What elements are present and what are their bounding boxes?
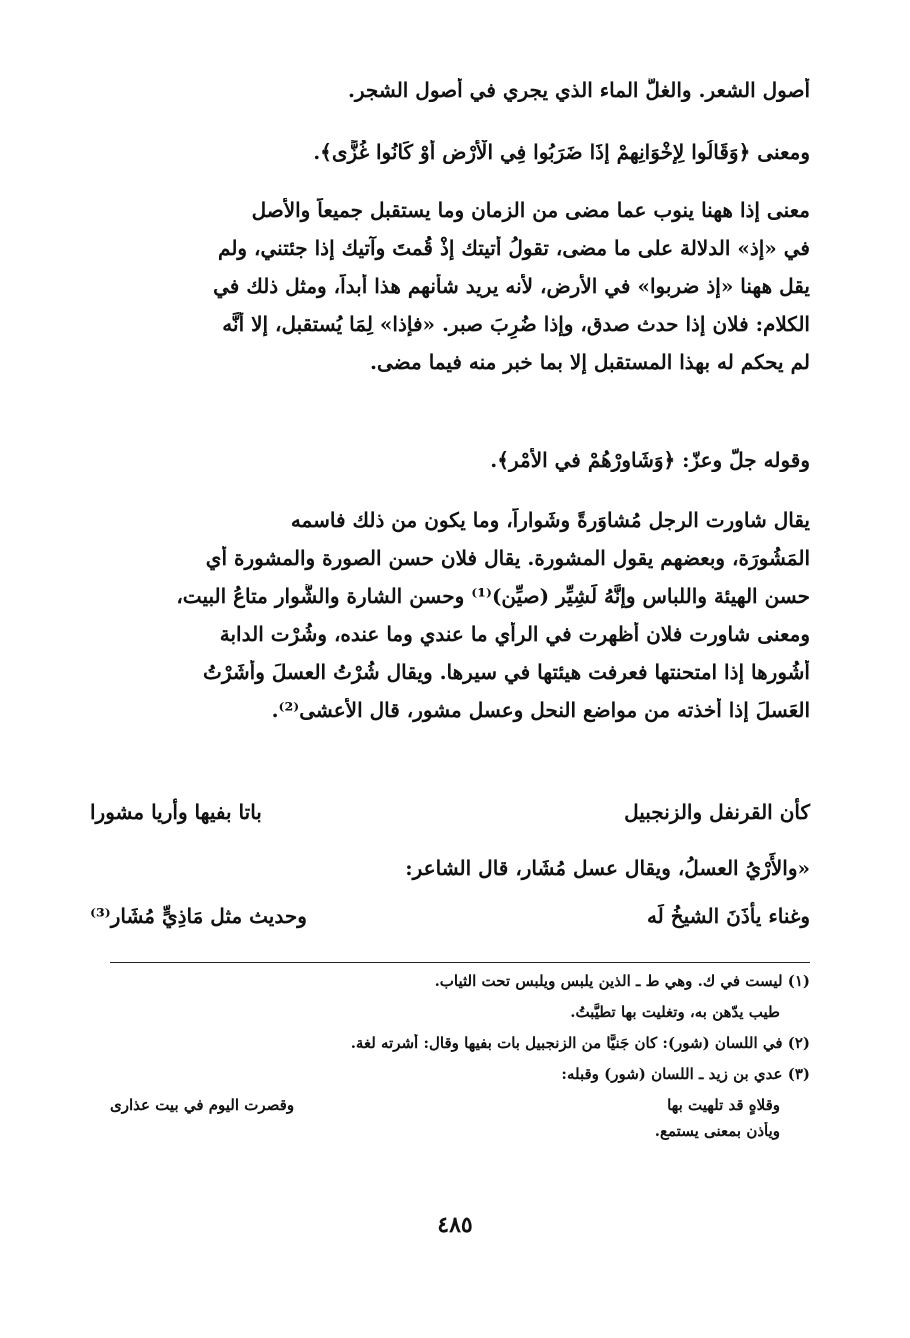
- poetry-verse-1: [90, 800, 810, 824]
- paragraph-3: [90, 198, 810, 388]
- text-line: أُصول الشعر. والغلُّ الماء الذي يجري في أُصول الشجر.: [347, 78, 810, 102]
- text-line: أشُورها إذا امتحنتها فعرفت هيئتها في سيرها. ويقال شُرْتُ العسلَ وأَشَرْتُ: [203, 660, 810, 684]
- verse-intro-line: [90, 856, 810, 880]
- footnote-2: (٢) في اللسان (شور): كان جَنيًّا من الزنجبيل بات بفيها وقال: أشرته لغة.: [350, 1034, 810, 1052]
- footnote-3-continuation: ويأذن بمعنى يستمع.: [654, 1122, 780, 1140]
- verse-first-hemistich: كأن القرنفل والزنجبيل: [624, 800, 810, 824]
- footnote-divider: [110, 962, 810, 963]
- footnote-3-verse: [110, 1096, 810, 1122]
- paragraph-4: [90, 448, 810, 472]
- verse-second-hemistich: وحديث مثل مَاذِيٍّ مُشَار⁽³⁾: [90, 904, 307, 928]
- text-line: حسن الهيئة واللباس وإنَّهُ لَشِيِّر (صيِّن)⁽¹⁾ وحسن الشارة والشُّوار متاعُ البيت،: [176, 584, 810, 608]
- paragraph-1: [90, 78, 810, 102]
- text-line: الكلام: فلان إذا حدث صدق، وإذا ضُرِبَ صبر. «فإذا» لِمَا يُستقبل، إلا أنَّه: [222, 312, 810, 336]
- footnote-3: (٣) عدي بن زيد ـ اللسان (شور) وقبله:: [561, 1065, 810, 1083]
- text-line: يقل ههنا «إذ ضربوا» في الأرض، لأنه يريد شأنهم هذا أبداً، ومثل ذلك في: [213, 274, 810, 298]
- footnote-1: (١) ليست في ك. وهي ط ـ الذين يلبس ويلبس تحت الثياب.: [434, 972, 810, 990]
- verse-first-hemistich: وقلاهٍ قد تلهيت بها: [667, 1096, 780, 1114]
- page-number: ٤٨٥: [437, 1212, 473, 1238]
- verse-second-hemistich: باتا بفيها وأريا مشورا: [90, 800, 262, 824]
- verse-second-hemistich: وقصرت اليوم في بيت عذارى: [110, 1096, 295, 1114]
- text-line: العَسلَ إذا أخذته من مواضع النحل وعسل مشور، قال الأعشى⁽²⁾.: [271, 698, 810, 722]
- paragraph-5: [90, 508, 810, 736]
- text-line: المَشُورَة، وبعضهم يقول المشورة. يقال فلان حسن الصورة والمشورة أي: [205, 546, 810, 570]
- verse-first-hemistich: وغناء يأذَنَ الشيخُ لَه: [646, 904, 810, 928]
- footnote-1-continuation: طيب يدّهن به، وتغليت بها تطيَّبتُ.: [570, 1003, 780, 1021]
- footnotes: [110, 972, 810, 1153]
- text-line: معنى إذا ههنا ينوب عما مضى من الزمان وما يستقبل جميعاً والأصل: [251, 198, 810, 222]
- text-line: ومعنى شاورت فلان أظهرت في الرأي ما عندي وما عنده، وشُرْت الدابة: [219, 622, 810, 646]
- quran-verse-line: وقوله جلّ وعزّ: ﴿وَشَاوِرْهُمْ في الأَمْرِ﴾.: [490, 448, 810, 472]
- poetry-verse-2: [90, 904, 810, 928]
- text-line: في «إذ» الدلالة على ما مضى، تقولُ أتيتك إذْ قُمتَ وآتيك إذا جئتني، ولم: [218, 236, 810, 260]
- paragraph-2: [90, 140, 810, 164]
- text-line: يقال شاورت الرجل مُشاوَرةً وشَواراً، وما يكون من ذلك فاسمه: [290, 508, 810, 532]
- text-line: «والأَرْيُ العسلُ، ويقال عسل مُشَار، قال الشاعر:: [405, 856, 810, 880]
- quran-verse-line: ومعنى ﴿وَقَالُوا لِإِخْوَانِهِمْ إِذَا ضَرَبُوا فِي الْأَرْضِ أَوْ كَانُوا غُزًّى﴾.: [313, 140, 810, 164]
- text-line: لم يحكم له بهذا المستقبل إلا بما خبر منه فيما مضى.: [370, 350, 810, 374]
